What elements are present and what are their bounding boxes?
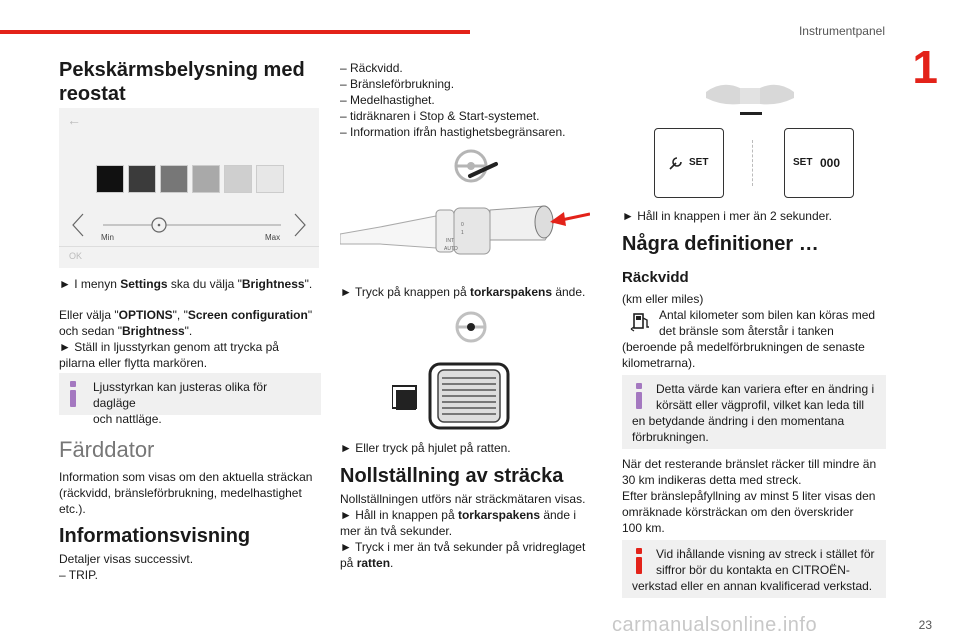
fuel-pump-icon (630, 310, 652, 332)
set-label: SET (689, 157, 709, 168)
steering-wheel-icon (450, 148, 500, 184)
lever-label: AUTO (444, 246, 458, 252)
lever-label: 1 (461, 230, 464, 236)
steering-thumbwheel-illustration (392, 362, 514, 430)
lever-label: 0 (461, 222, 464, 228)
info-box-range: Detta värde kan variera efter en ändring i körsätt eller vägprofil, vilket kan leda till en betydande ändring i den momentana förbrukningen. (622, 375, 886, 449)
steering-hub-icon (700, 76, 800, 118)
wiper-stalk-illustration (340, 192, 590, 272)
range-unit: (km eller miles) (622, 292, 704, 306)
range-definition-cont: (beroende på medelförbrukningen de senaste kilometrarna). (622, 340, 865, 370)
set-display-right (784, 128, 854, 198)
info-box-brightness: Ljusstyrkan kan justeras olika för dagläge och nattläge. (59, 373, 321, 415)
steering-wheel-small-icon (450, 310, 492, 344)
info-icon (68, 381, 78, 407)
heading-range: Räckvidd (622, 269, 689, 286)
slider-min-label: Min (101, 233, 114, 242)
step-settings-brightness: ► I menyn Settings ska du välja "Brightness". (59, 277, 313, 291)
brightness-swatch-2 (128, 165, 156, 193)
trip-info-list (340, 60, 595, 140)
heading-definitions: Några definitioner … (622, 233, 819, 255)
page-number: 23 (918, 618, 932, 632)
header-red-bar (0, 30, 470, 34)
information-display-paragraph: Detaljer visas successivt. – TRIP. (59, 552, 194, 582)
warning-icon (634, 548, 644, 574)
set-display-left (654, 128, 724, 198)
back-arrow-icon: ← (67, 112, 81, 128)
info-icon (634, 383, 644, 409)
heading-touchscreen-brightness: Pekskärmsbelysning med reostat (59, 59, 305, 105)
header-title: Instrumentpanel (798, 24, 885, 38)
heading-information-display: Informationsvisning (59, 525, 251, 547)
step-press-wiper-button: ► Tryck på knappen på torkarspakens ände. (340, 285, 586, 299)
list-item: – Information ifrån hastighetsbegränsaren. (340, 125, 566, 139)
heading-trip-computer: Färddator (59, 437, 155, 462)
range-definition: Antal kilometer som bilen kan köras med det bränsle som återstår i tanken (659, 308, 876, 338)
options-paragraph: Eller välja "OPTIONS", "Screen configuration" och sedan "Brightness". ► Ställ in ljusstyrkan genom att trycka på pilarna eller flytta markören. (59, 308, 313, 370)
step-hold-button: ► Håll in knappen i mer än 2 sekunder. (622, 209, 832, 223)
trip-computer-paragraph: Information som visas om den aktuella sträckan (räckvidd, bränsleförbrukning, medelhastighet etc.). (59, 470, 313, 516)
brightness-swatch-4 (192, 165, 220, 193)
brightness-swatch-5 (224, 165, 252, 193)
list-item: – Räckvidd. (340, 61, 403, 75)
wrench-icon (667, 156, 683, 172)
brightness-screen-illustration (59, 108, 319, 268)
brightness-swatch-3 (160, 165, 188, 193)
slider-max-label: Max (265, 233, 281, 242)
fuel-range-paragraph: När det resterande bränslet räcker till mindre än 30 km indikeras detta med streck. Efter bränslepåfyllning av minst 5 liter visas den omräknade körsträckan om den överskrider 100 km. (622, 457, 877, 535)
brightness-swatch-1 (96, 165, 124, 193)
list-item: – Bränsleförbrukning. (340, 77, 455, 91)
list-item: – tidräknaren i Stop & Start-systemet. (340, 109, 540, 123)
screen-ok-label: OK (69, 251, 83, 261)
watermark: carmanualsonline.info (612, 614, 818, 636)
display-separator (752, 140, 753, 186)
set-label: SET (793, 157, 813, 168)
heading-trip-reset: Nollställning av sträcka (340, 465, 564, 487)
brightness-swatch-6 (256, 165, 284, 193)
step-press-wheel: ► Eller tryck på hjulet på ratten. (340, 441, 511, 455)
set-value: 000 (820, 156, 841, 170)
list-item: – Medelhastighet. (340, 93, 435, 107)
chapter-number: 1 (912, 41, 938, 93)
lever-label: INT (446, 238, 455, 244)
screen-divider (59, 246, 319, 247)
warning-box: Vid ihållande visning av streck i stället för siffror bör du kontakta en CITROËN- verkstad eller en annan kvalificerad verkstad. (622, 540, 886, 598)
trip-reset-paragraph: Nollställningen utförs när sträckmätaren visas. ► Håll in knappen på torkarspakens ände i mer än två sekunder. ► Tryck i mer än två sekunder på vridreglaget på ratten. (340, 492, 586, 570)
